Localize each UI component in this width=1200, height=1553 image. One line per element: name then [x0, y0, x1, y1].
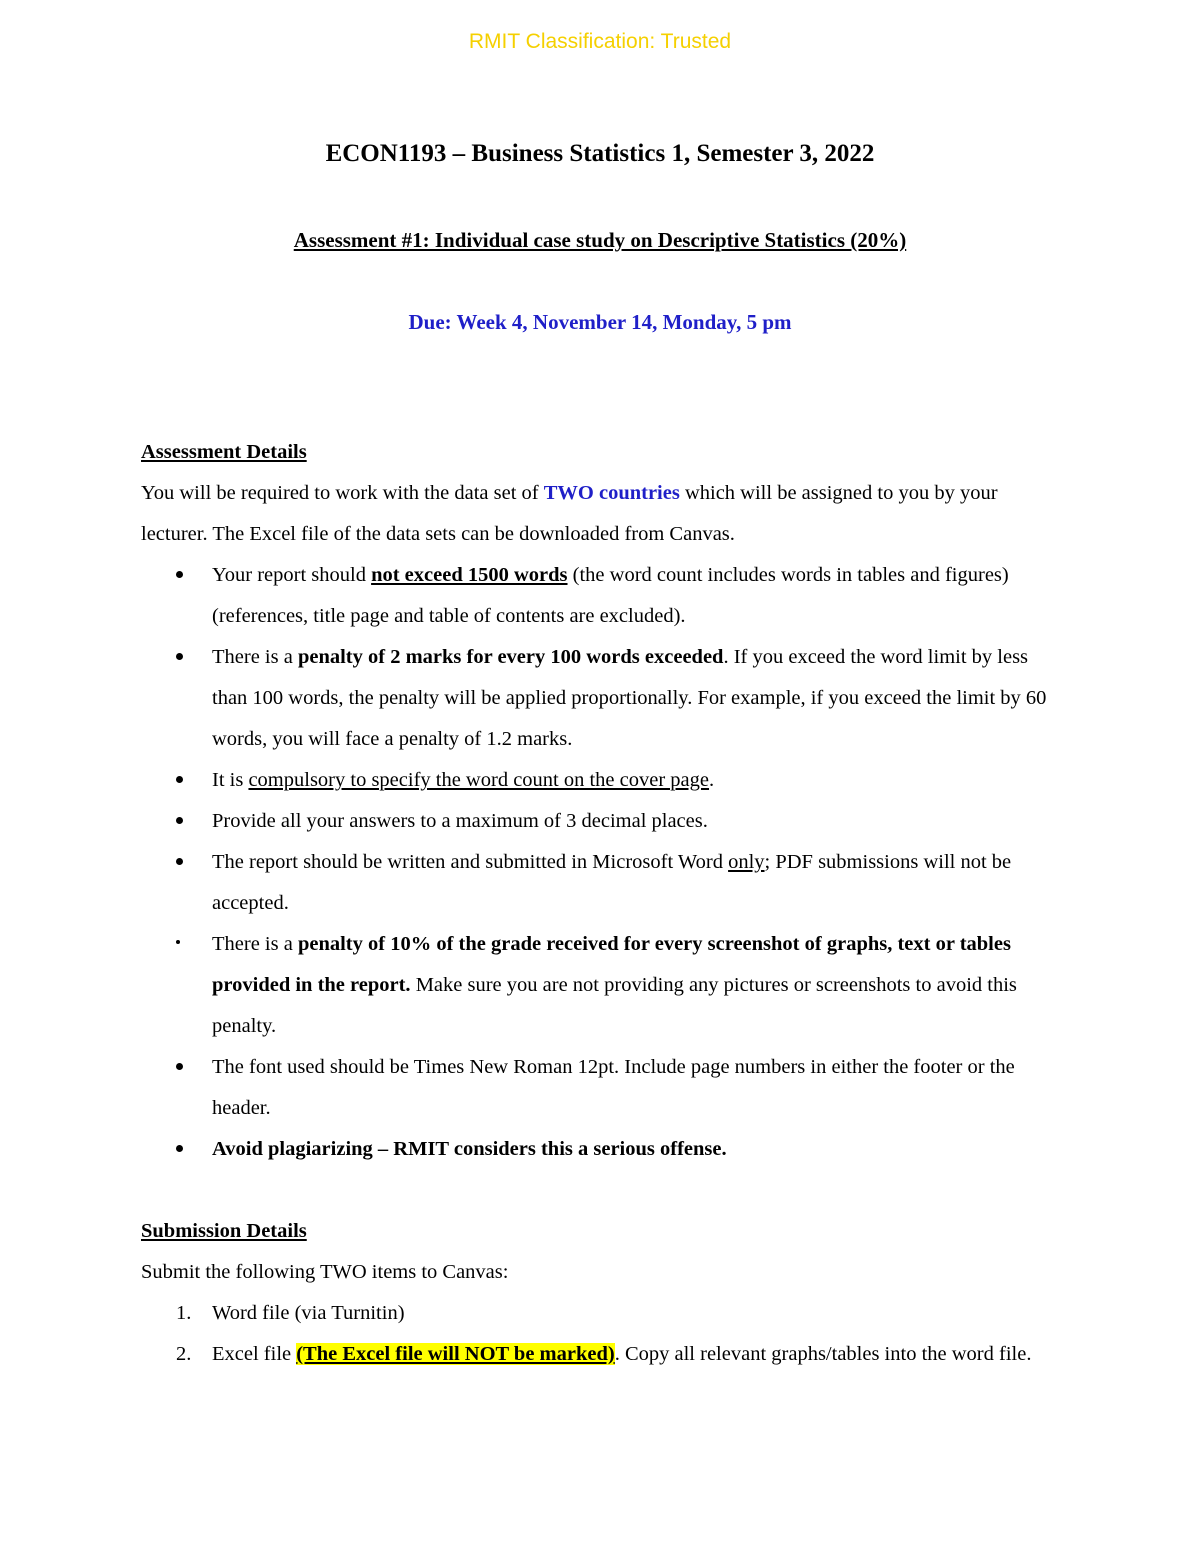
- classification-label: RMIT Classification: Trusted: [468, 30, 732, 53]
- assessment-requirements-list: [141, 555, 1066, 1170]
- penalty-emphasis: penalty of 2 marks for every 100 words exceeded: [297, 646, 724, 668]
- list-number: 2.: [176, 1343, 192, 1365]
- assessment-title: Assessment #1: Individual case study on Descriptive Statistics (20%): [293, 228, 907, 252]
- list-item: [141, 924, 1066, 1047]
- bullet-icon: [176, 555, 196, 596]
- due-date: Due: Week 4, November 14, Monday, 5 pm: [408, 310, 792, 334]
- bullet-icon: [176, 924, 196, 965]
- bullet-text: ; PDF submissions will not be accepted.: [212, 851, 1012, 914]
- list-item: [141, 1129, 1066, 1170]
- bullet-text: The font used should be Times New Roman 12pt. Include page numbers in either the footer or the header.: [212, 1056, 1015, 1119]
- list-number: 1.: [176, 1302, 192, 1324]
- list-item-text: Word file (via Turnitin): [212, 1302, 405, 1324]
- screenshot-penalty-emphasis: penalty of 10% of the grade received for every screenshot of graphs, text or tables provided in the report.: [212, 933, 1011, 996]
- bullet-text: (the word count includes words in tables and figures) (references, title page and table of contents are excluded).: [212, 564, 1009, 627]
- bullet-icon: [176, 1047, 196, 1088]
- list-item: [141, 1293, 1066, 1334]
- bullet-text: There is a: [212, 933, 298, 955]
- document-body: [141, 432, 1066, 1375]
- list-item: [141, 1047, 1066, 1129]
- bullet-icon: [176, 1129, 196, 1170]
- bullet-icon: [176, 842, 196, 883]
- submission-items-list: [141, 1293, 1066, 1375]
- intro-text-pre: You will be required to work with the data set of: [141, 482, 544, 504]
- submission-intro: Submit the following TWO items to Canvas:: [141, 1261, 509, 1283]
- word-limit-emphasis: not exceed 1500 words: [371, 564, 568, 586]
- bullet-icon: [176, 760, 196, 801]
- list-item: [141, 842, 1066, 924]
- bullet-icon: [176, 801, 196, 842]
- spacer: [141, 1170, 1066, 1211]
- bullet-text: There is a: [212, 646, 298, 668]
- document-title: ECON1193 – Business Statistics 1, Semester 3, 2022: [325, 140, 875, 167]
- intro-text-post: which will be assigned to you by your lecturer. The Excel file of the data sets can be downloaded from Canvas.: [141, 482, 998, 545]
- list-item: [141, 555, 1066, 637]
- bullet-text: The report should be written and submitted in Microsoft Word: [212, 851, 729, 873]
- list-item-text: Excel file: [212, 1343, 297, 1365]
- bullet-text: . If you exceed the word limit by less than 100 words, the penalty will be applied proportionally. For example, if you exceed the limit by 60 words, you will face a penalty of 1.2 marks.: [212, 646, 1047, 750]
- only-emphasis: only: [728, 851, 765, 873]
- list-item: [141, 760, 1066, 801]
- intro-highlight-two-countries: TWO countries: [543, 482, 680, 504]
- list-item-text: . Copy all relevant graphs/tables into the word file.: [614, 1343, 1032, 1365]
- list-item: [141, 801, 1066, 842]
- list-item: [141, 637, 1066, 760]
- bullet-text: Make sure you are not providing any pictures or screenshots to avoid this penalty.: [212, 974, 1017, 1037]
- word-count-emphasis: compulsory to specify the word count on the cover page: [248, 769, 710, 791]
- plagiarism-warning: Avoid plagiarizing – RMIT considers this a serious offense.: [212, 1138, 727, 1160]
- list-item: [141, 1334, 1066, 1375]
- bullet-icon: [176, 637, 196, 678]
- bullet-text: Provide all your answers to a maximum of 3 decimal places.: [212, 810, 708, 832]
- bullet-text: .: [709, 769, 715, 791]
- assessment-details-heading: Assessment Details: [141, 441, 307, 463]
- bullet-text: It is: [212, 769, 249, 791]
- assessment-details-intro: [141, 473, 1066, 555]
- bullet-text: Your report should: [212, 564, 372, 586]
- submission-details-heading: Submission Details: [141, 1220, 307, 1242]
- excel-not-marked-highlight: (The Excel file will NOT be marked): [296, 1343, 615, 1365]
